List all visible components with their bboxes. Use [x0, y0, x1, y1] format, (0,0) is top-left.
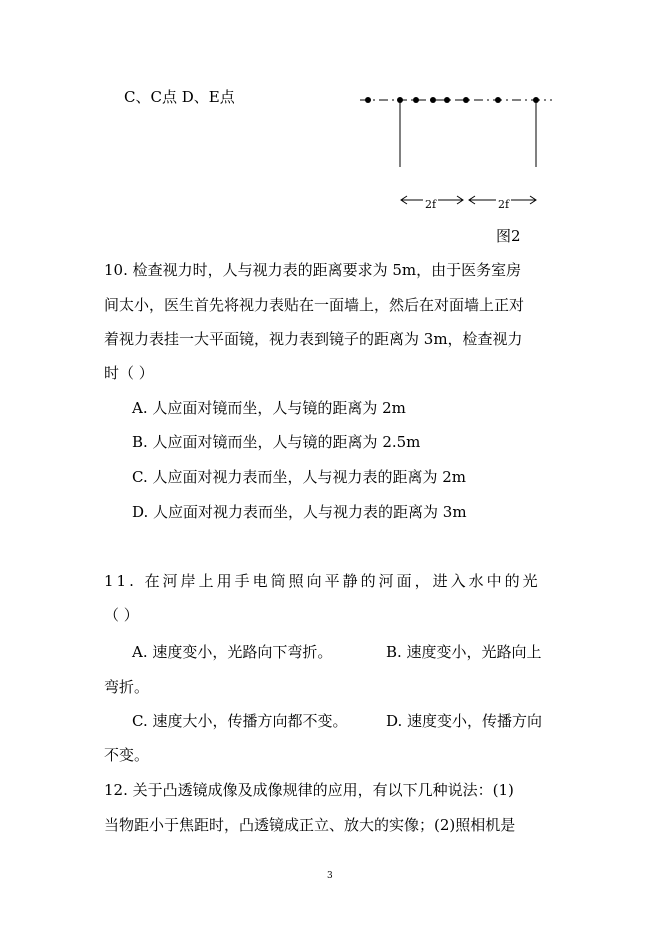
q10-line-3: 着视力表挂一大平面镜，视力表到镜子的距离为 3m，检查视力 [104, 330, 523, 348]
figure-label-2f-left: 2f [425, 198, 437, 211]
q10-option-a: A. 人应面对镜而坐，人与镜的距离为 2m [132, 399, 406, 417]
q10-line-1: 10. 检查视力时，人与视力表的距离要求为 5m，由于医务室房 [104, 261, 522, 279]
q10-line-4: 时（ ） [104, 364, 154, 382]
axis-point [444, 97, 450, 103]
q10-option-b: B. 人应面对镜而坐，人与镜的距离为 2.5m [132, 433, 421, 451]
figure-caption: 图2 [496, 227, 521, 245]
q12-line-2: 当物距小于焦距时，凸透镜成正立、放大的实像；(2)照相机是 [104, 816, 516, 834]
q11-line-2: （ ） [104, 606, 139, 624]
q11-line-1: 11. 在河岸上用手电筒照向平静的河面，进入水中的光 [104, 572, 541, 590]
q11-option-c: C. 速度大小，传播方向都不变。 [132, 712, 348, 730]
figure-label-2f-right: 2f [498, 198, 510, 211]
q11-option-b-cont: 弯折。 [104, 678, 150, 696]
axis-point [463, 97, 469, 103]
q9-options-cd: C、C点 D、E点 [124, 88, 235, 106]
q10-option-c: C. 人应面对视力表而坐，人与视力表的距离为 2m [132, 468, 467, 486]
q11-option-a: A. 速度变小，光路向下弯折。 [132, 643, 333, 661]
axis-point [495, 97, 501, 103]
axis-point [413, 97, 419, 103]
q11-option-d-cont: 不变。 [104, 746, 150, 764]
q10-option-d: D. 人应面对视力表而坐，人与视力表的距离为 3m [132, 503, 467, 521]
q12-line-1: 12. 关于凸透镜成像及成像规律的应用，有以下几种说法：(1) [104, 781, 514, 799]
q11-option-b: B. 速度变小，光路向上 [386, 643, 542, 661]
q11-option-d: D. 速度变小，传播方向 [386, 712, 543, 730]
q10-line-2: 间太小，医生首先将视力表贴在一面墙上，然后在对面墙上正对 [104, 296, 525, 314]
axis-point [365, 97, 371, 103]
axis-point [430, 97, 436, 103]
page-number: 3 [327, 871, 333, 881]
